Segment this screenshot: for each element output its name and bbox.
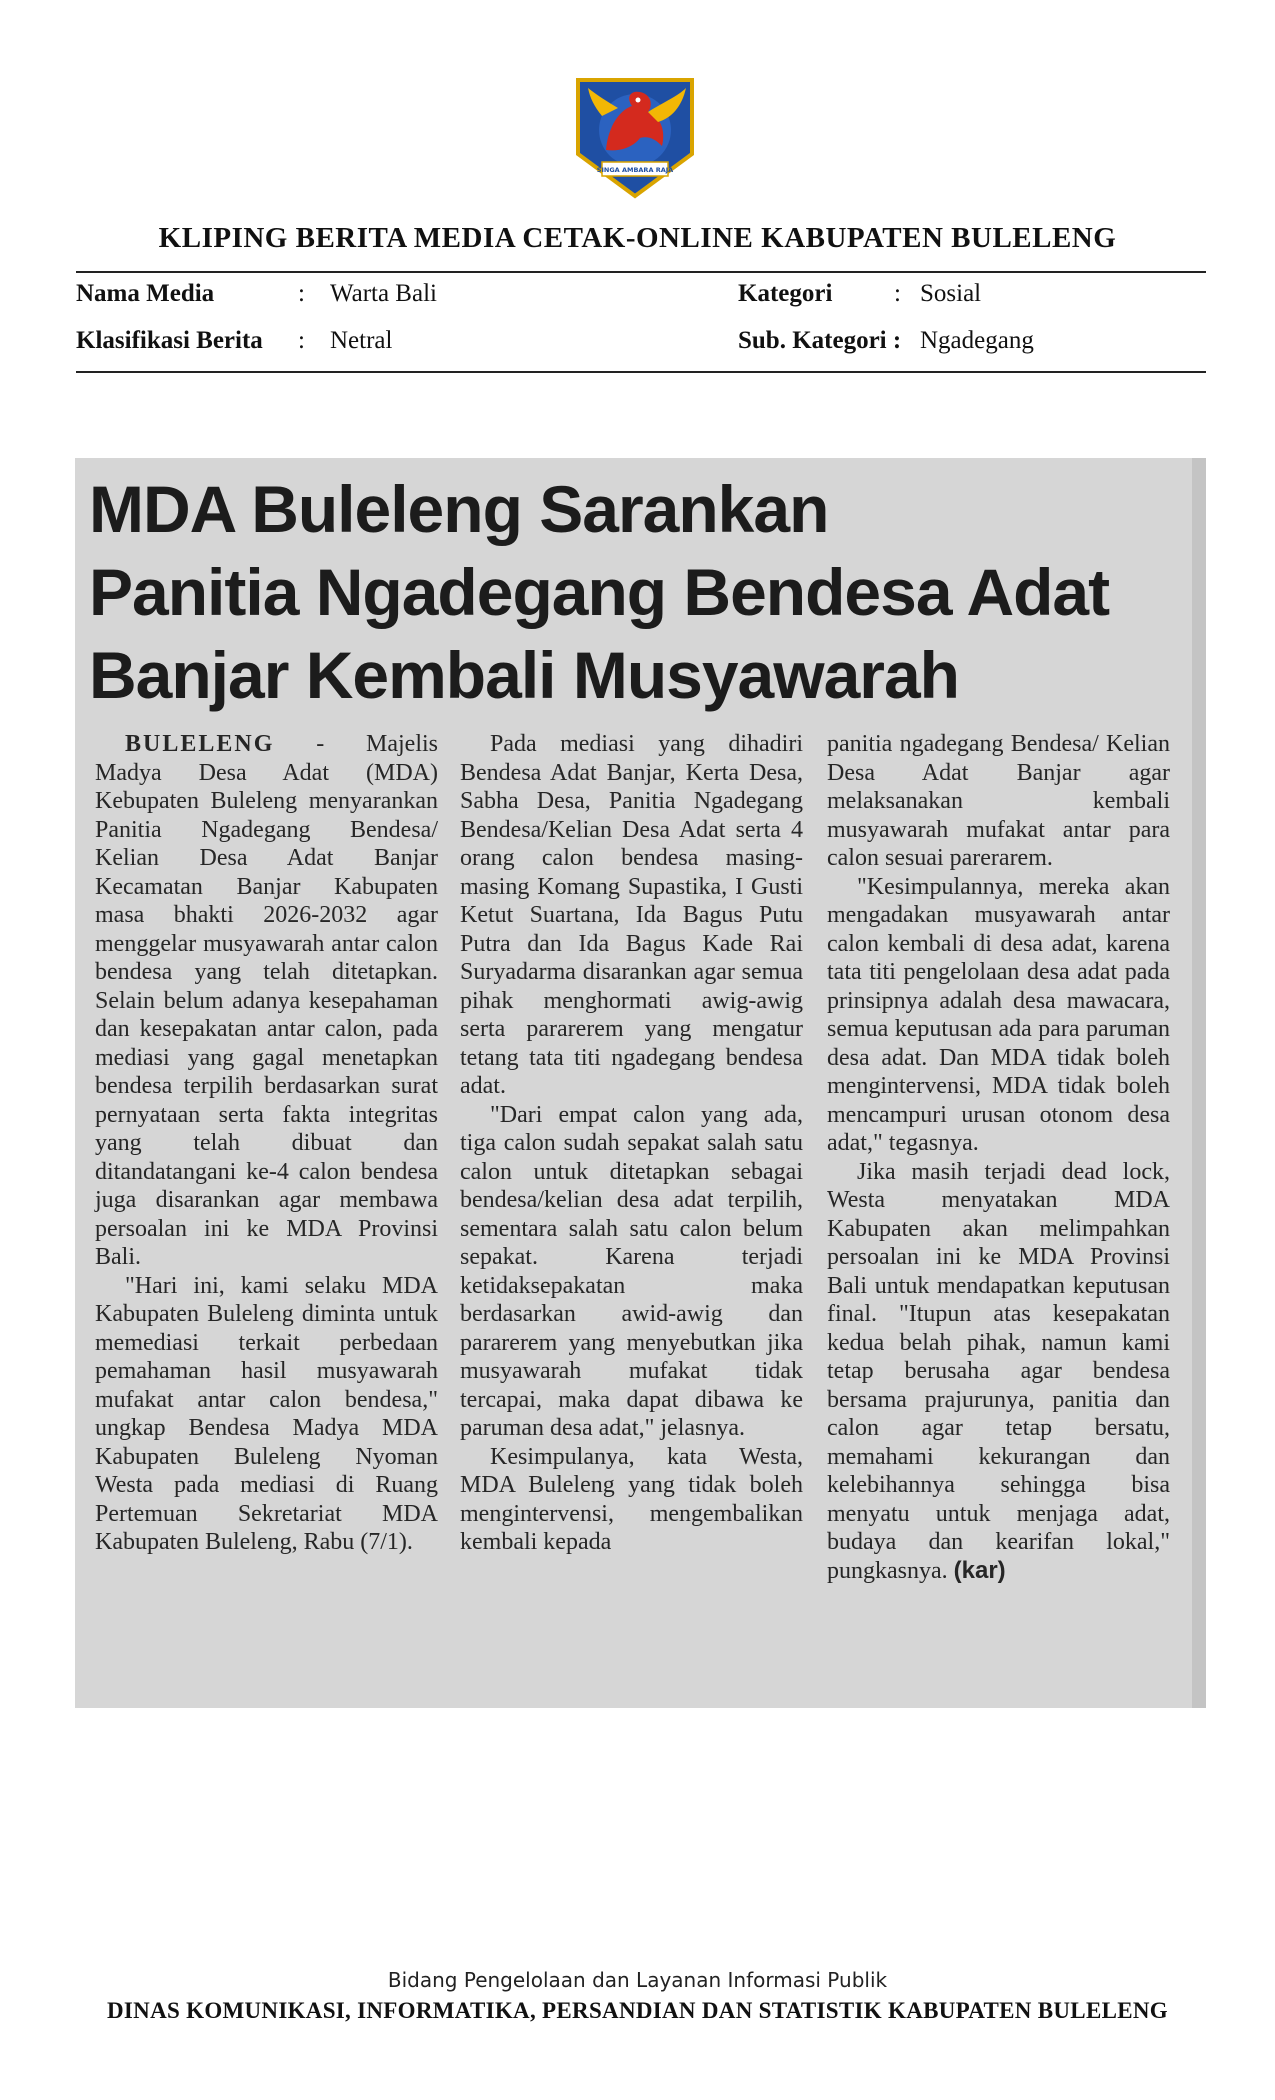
clipping-page-edge (1192, 458, 1206, 1708)
kategori-colon: : (894, 280, 901, 307)
col2-paragraph-2: "Dari empat calon yang ada, tiga calon sudah sepakat salah satu calon untuk ditetapkan sebagai bendesa/kelian desa adat terpilih, sementara salah satu calon belum sepakat. Karena terjadi ketidaksepakatan maka berdasarkan awid-awig dan pararerem yang menyebutkan jika musyawarah mufakat tidak tercapai, maka dapat dibawa ke paruman desa adat," jelasnya. (460, 1101, 803, 1441)
sub-kategori-label: Sub. Kategori : (738, 327, 902, 354)
media-colon: : (298, 280, 305, 307)
col1-paragraph-1: - Majelis Madya Desa Adat (MDA) Kebupaten Buleleng menyarankan Panitia Ngadegang Bendesa/ Kelian Desa Adat Banjar Kecamatan Banjar Kabupaten masa bhakti 2026-2032 agar menggelar musyawarah antar calon bendesa yang telah ditetapkan. Selain belum adanya kesepahaman dan kesepakatan antar calon, pada mediasi yang gagal menetapkan bendesa terpilih berdasarkan surat pernyataan serta fakta integritas yang telah dibuat dan ditandatangani ke-4 calon bendesa juga disarankan agar membawa persoalan ini ke MDA Provinsi Bali. (95, 731, 438, 1270)
kategori-value: Sosial (920, 280, 982, 307)
klasifikasi-colon: : (298, 327, 305, 354)
klasifikasi-value: Netral (330, 327, 393, 354)
newspaper-clipping (75, 458, 1206, 1708)
kategori-label: Kategori (738, 280, 833, 307)
logo-motto: SINGA AMBARA RAJA (596, 166, 674, 174)
article-column-1 (95, 730, 438, 1557)
col1-paragraph-2: "Hari ini, kami selaku MDA Kabupaten Buleleng diminta untuk memediasi terkait perbedaan pemahaman hasil musyawarah mufakat antar calon bendesa," ungkap Bendesa Madya MDA Kabupaten Buleleng Nyoman Westa pada mediasi di Ruang Pertemuan Sekretariat MDA Kabupaten Buleleng, Rabu (7/1). (95, 1272, 438, 1555)
headline-line-2: Panitia Ngadegang Bendesa Adat (89, 555, 1110, 629)
col3-paragraph-3: Jika masih terjadi dead lock, Westa menyatakan MDA Kabupaten akan melimpahkan persoalan ini ke MDA Provinsi Bali untuk mendapatkan keputusan final. "Itupun atas kesepakatan kedua belah pihak, namun kami tetap berusaha agar bendesa bersama prajurunya, panitia dan calon agar tetap bersatu, memahami kekurangan dan kelebihannya sehingga bisa menyatu untuk menjaga adat, budaya dan kearifan lokal," pungkasnya. (827, 1158, 1170, 1584)
footer-agency: DINAS KOMUNIKASI, INFORMATIKA, PERSANDIAN DAN STATISTIK KABUPATEN BULELENG (107, 1998, 1168, 2023)
col2-paragraph-1: Pada mediasi yang dihadiri Bendesa Adat Banjar, Kerta Desa, Sabha Desa, Panitia Ngadegang Bendesa/Kelian Desa Adat serta 4 orang calon bendesa masing-masing Komang Supastika, I Gusti Ketut Suartana, Ida Bagus Putu Putra dan Ida Bagus Kade Rai Suryadarma disarankan agar semua pihak menghormati awig-awig serta pararerem yang mengatur tetang tata titi ngadegang bendesa adat. (460, 731, 803, 1099)
headline-line-1: MDA Buleleng Sarankan (89, 472, 829, 546)
article-column-3 (827, 730, 1170, 1585)
buleleng-emblem-logo (568, 76, 702, 200)
article-headline (89, 468, 1189, 717)
meta-row-media (0, 280, 1275, 320)
media-label: Nama Media (76, 280, 215, 307)
article-signature: (kar) (953, 1556, 1006, 1584)
article-dateline: BULELENG (125, 731, 275, 757)
header-divider-bottom (76, 371, 1206, 373)
media-value: Warta Bali (330, 280, 437, 307)
sub-kategori-value: Ngadegang (920, 327, 1034, 354)
header-divider-top (76, 271, 1206, 273)
col3-paragraph-1: panitia ngadegang Bendesa/ Kelian Desa Adat Banjar agar melaksanakan kembali musyawarah mufakat antar para calon sesuai parerarem. (827, 731, 1170, 871)
article-column-2 (460, 730, 803, 1557)
footer-department: Bidang Pengelolaan dan Layanan Informasi Publik (387, 1968, 888, 1992)
col3-paragraph-2: "Kesimpulannya, mereka akan mengadakan musyawarah antar calon kembali di desa adat, karena tata titi pengelolaan desa adat pada prinsipnya adalah desa mawacara, semua keputusan ada para paruman desa adat. Dan MDA tidak boleh mengintervensi, MDA tidak boleh mencampuri urusan otonom desa adat," tegasnya. (827, 873, 1170, 1156)
col2-paragraph-3: Kesimpulanya, kata Westa, MDA Buleleng yang tidak boleh mengintervensi, mengembalikan kembali kepada (460, 1443, 803, 1555)
page-title: KLIPING BERITA MEDIA CETAK-ONLINE KABUPATEN BULELENG (158, 222, 1117, 254)
meta-row-klasifikasi (0, 327, 1275, 367)
klasifikasi-label: Klasifikasi Berita (76, 327, 263, 354)
headline-line-3: Banjar Kembali Musyawarah (89, 638, 959, 712)
